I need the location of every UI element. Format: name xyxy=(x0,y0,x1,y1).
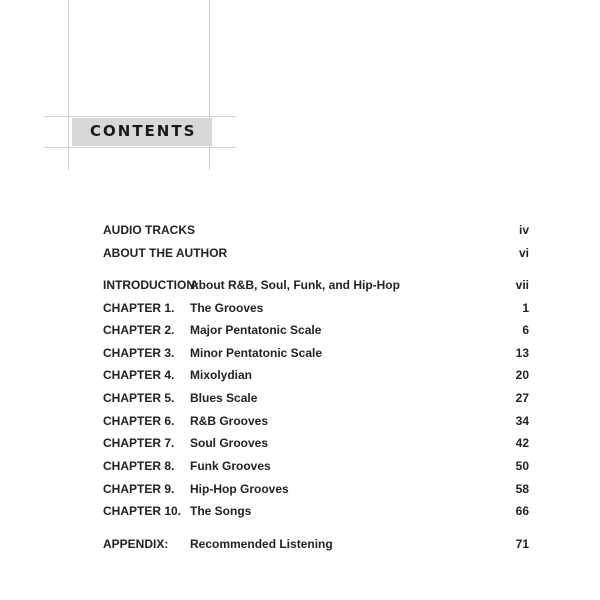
toc-chapter-title: Minor Pentatonic Scale xyxy=(190,346,323,360)
toc-page-number: 34 xyxy=(515,414,529,428)
toc-chapter-label: CHAPTER 2. xyxy=(103,323,175,337)
toc-page-number: 1 xyxy=(522,301,529,315)
table-of-contents xyxy=(103,0,529,600)
toc-page-number: vi xyxy=(518,246,529,260)
toc-chapter-label: CHAPTER 6. xyxy=(103,414,175,428)
toc-row-introduction[interactable] xyxy=(103,276,529,294)
toc-chapter-label: CHAPTER 9. xyxy=(103,482,175,496)
toc-chapter-title: The Grooves xyxy=(190,301,264,315)
contents-heading: CONTENTS xyxy=(90,122,197,140)
toc-row-chapter-1[interactable] xyxy=(103,299,529,317)
toc-chapter-label: CHAPTER 10. xyxy=(103,504,182,518)
frame-line-vertical-left xyxy=(68,0,69,170)
toc-chapter-label: CHAPTER 3. xyxy=(103,346,175,360)
toc-row-chapter-6[interactable] xyxy=(103,412,529,430)
toc-chapter-label: APPENDIX: xyxy=(103,537,169,551)
toc-page-number: 20 xyxy=(515,368,529,382)
toc-row-chapter-7[interactable] xyxy=(103,434,529,452)
toc-entry-label: AUDIO TRACKS xyxy=(103,223,195,237)
toc-page-number: 27 xyxy=(515,391,529,405)
toc-row-audio-tracks[interactable] xyxy=(103,221,529,239)
toc-page-number: vii xyxy=(515,278,529,292)
toc-page-number: 66 xyxy=(515,504,529,518)
toc-page-number: iv xyxy=(518,223,529,237)
toc-chapter-label: CHAPTER 8. xyxy=(103,459,175,473)
toc-chapter-title: The Songs xyxy=(190,504,252,518)
toc-entry-label: ABOUT THE AUTHOR xyxy=(103,246,228,260)
toc-chapter-title: Recommended Listening xyxy=(190,537,333,551)
toc-chapter-title: Funk Grooves xyxy=(190,459,271,473)
toc-page-number: 50 xyxy=(515,459,529,473)
toc-chapter-label: CHAPTER 4. xyxy=(103,368,175,382)
toc-chapter-title: Major Pentatonic Scale xyxy=(190,323,322,337)
toc-row-appendix[interactable] xyxy=(103,535,529,553)
toc-chapter-label: CHAPTER 1. xyxy=(103,301,175,315)
toc-row-chapter-3[interactable] xyxy=(103,344,529,362)
toc-row-about-the-author[interactable] xyxy=(103,244,529,262)
toc-row-chapter-5[interactable] xyxy=(103,389,529,407)
toc-row-chapter-9[interactable] xyxy=(103,480,529,498)
toc-row-chapter-2[interactable] xyxy=(103,321,529,339)
toc-page-number: 71 xyxy=(515,537,529,551)
toc-chapter-title: Hip-Hop Grooves xyxy=(190,482,289,496)
toc-chapter-title: About R&B, Soul, Funk, and Hip-Hop xyxy=(190,278,400,292)
toc-page-number: 58 xyxy=(515,482,529,496)
toc-row-chapter-4[interactable] xyxy=(103,366,529,384)
toc-row-chapter-10[interactable] xyxy=(103,502,529,520)
toc-page-number: 42 xyxy=(515,436,529,450)
toc-chapter-label: CHAPTER 5. xyxy=(103,391,175,405)
toc-chapter-title: Soul Grooves xyxy=(190,436,269,450)
toc-chapter-title: Mixolydian xyxy=(190,368,253,382)
toc-page-number: 13 xyxy=(515,346,529,360)
toc-chapter-label: INTRODUCTION: xyxy=(103,278,199,292)
toc-row-chapter-8[interactable] xyxy=(103,457,529,475)
toc-chapter-label: CHAPTER 7. xyxy=(103,436,175,450)
toc-chapter-title: R&B Grooves xyxy=(190,414,269,428)
toc-chapter-title: Blues Scale xyxy=(190,391,258,405)
toc-page-number: 6 xyxy=(522,323,529,337)
